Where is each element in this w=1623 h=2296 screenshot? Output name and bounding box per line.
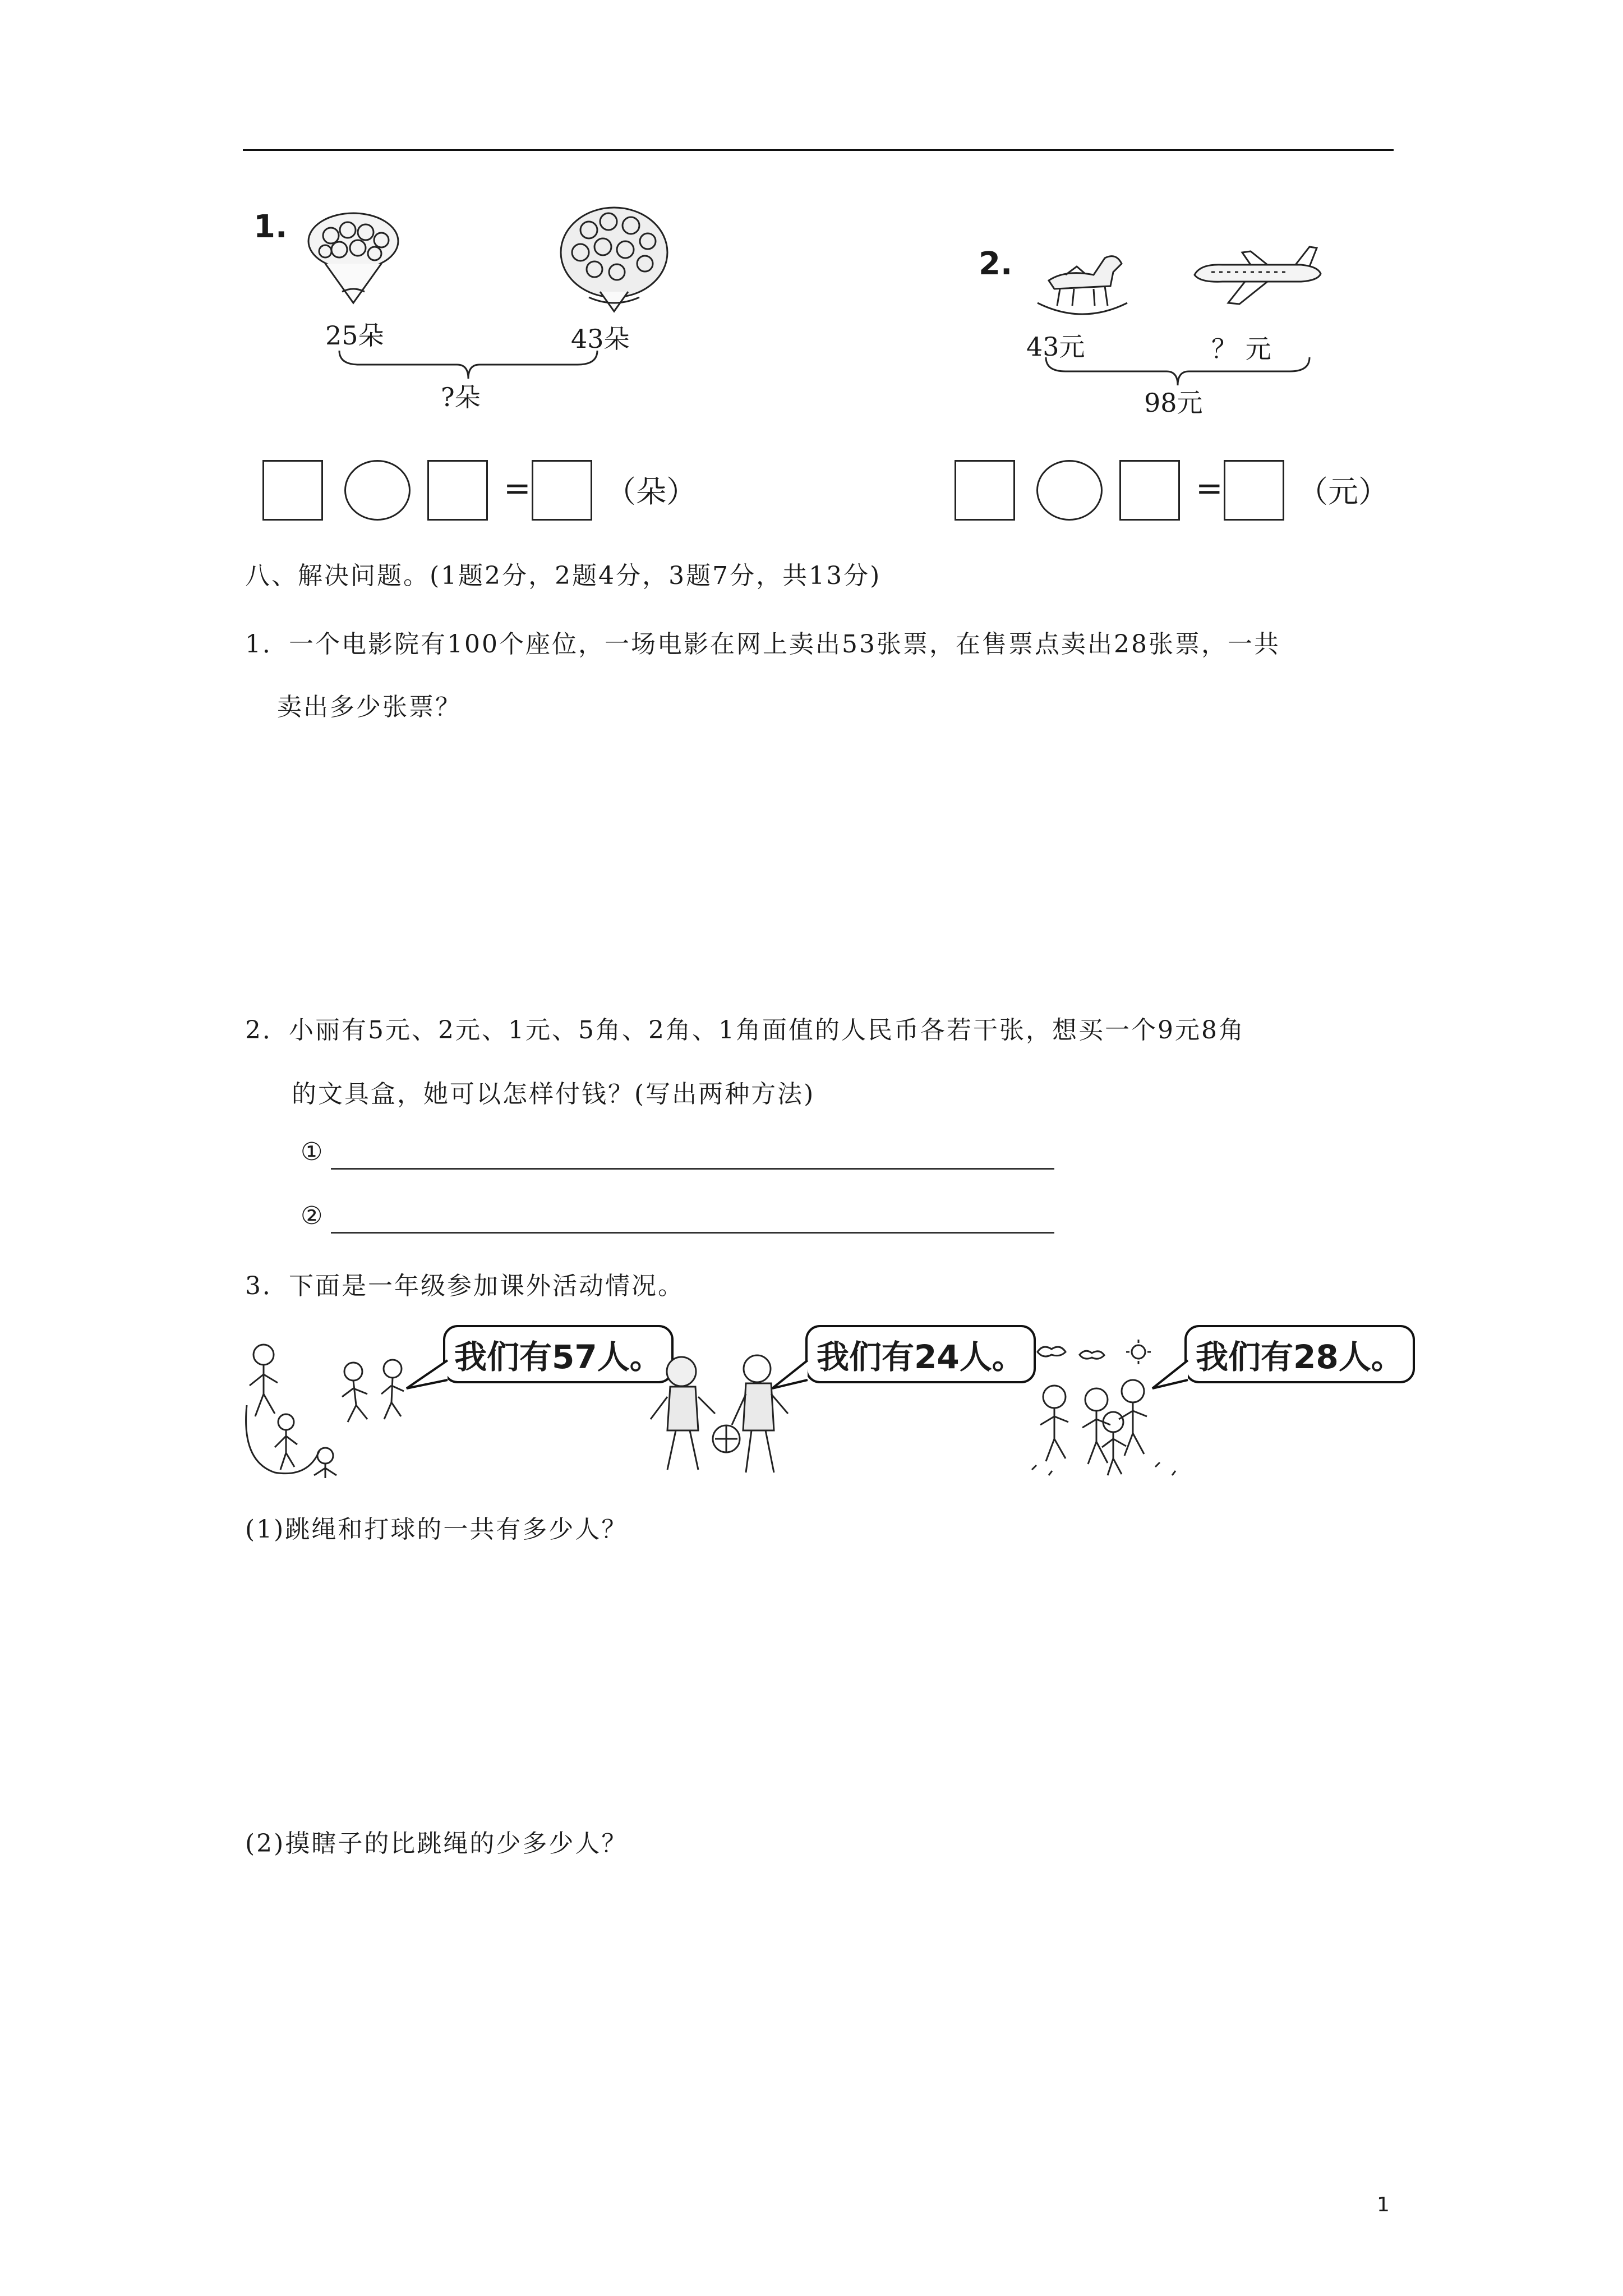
figure-q2-left-label: 43元	[1026, 332, 1085, 362]
bubble-jump-rope-text: 我们有57人。	[454, 1338, 662, 1376]
figure-q2-total-label: 98元	[1144, 388, 1203, 418]
bubble-blind-mans-buff-text: 我们有28人。	[1196, 1338, 1404, 1376]
answer2-line[interactable]	[331, 1232, 1054, 1234]
figure-q1-operator-circle[interactable]	[344, 460, 411, 521]
problem3-sub1: (1)跳绳和打球的一共有多少人？	[245, 1515, 628, 1544]
answer1-line[interactable]	[331, 1168, 1054, 1170]
figure-q1-equals: =	[504, 469, 531, 507]
jump-rope-children-illustration	[241, 1338, 409, 1484]
figure-q1-answer-box-1[interactable]	[262, 460, 323, 521]
answer1-marker: ①	[301, 1138, 325, 1166]
problem3-intro: 3．下面是一年级参加课外活动情况。	[245, 1272, 684, 1300]
problem1-line1: 1．一个电影院有100个座位，一场电影在网上卖出53张票，在售票点卖出28张票，一共	[245, 630, 1280, 659]
bubble-ball	[805, 1325, 1036, 1383]
section-heading: 八、解决问题。(1题2分，2题4分，3题7分，共13分)	[245, 562, 882, 590]
bubble-jump-rope	[443, 1325, 674, 1383]
figure-q2-result-box[interactable]	[1224, 460, 1284, 521]
page-number: 1	[1377, 2193, 1390, 2216]
rocking-horse-icon	[1032, 241, 1133, 325]
figure-q2-right-label: ？ 元	[1211, 334, 1271, 364]
figure-q1-number: 1.	[253, 209, 288, 245]
answer2-marker: ②	[301, 1202, 325, 1230]
figure-q1-total-label: ?朵	[441, 382, 481, 412]
blind-mans-buff-illustration	[1026, 1335, 1195, 1481]
bubble-jump-rope-tail	[404, 1358, 449, 1391]
figure-q1-right-label: 43朵	[571, 324, 630, 354]
problem2-line2: 的文具盒，她可以怎样付钱？(写出两种方法)	[292, 1080, 815, 1108]
problem3-sub2: (2)摸瞎子的比跳绳的少多少人？	[245, 1829, 628, 1858]
figure-q2-number: 2.	[979, 246, 1013, 282]
figure-q1-brace	[336, 348, 600, 381]
figure-q1-result-box[interactable]	[532, 460, 592, 521]
figure-q1-unit: （朵）	[606, 474, 697, 509]
figure-q2-operator-circle[interactable]	[1036, 460, 1103, 521]
figure-q1-answer-box-2[interactable]	[427, 460, 488, 521]
figure-q1-left-label: 25朵	[325, 320, 384, 351]
figure-q2-answer-box-1[interactable]	[955, 460, 1015, 521]
bubble-ball-text: 我们有24人。	[817, 1338, 1025, 1376]
figure-q2-unit: （元）	[1298, 474, 1389, 509]
large-bouquet-icon	[555, 202, 673, 314]
figure-q2-answer-box-2[interactable]	[1119, 460, 1180, 521]
figure-q2-equals: =	[1196, 469, 1223, 507]
bubble-blind-mans-buff-tail	[1150, 1358, 1189, 1391]
problem2-line1: 2．小丽有5元、2元、1元、5角、2角、1角面值的人民币各若干张，想买一个9元8角	[245, 1016, 1245, 1045]
small-bouquet-icon	[303, 208, 404, 309]
problem1-line2: 卖出多少张票？	[277, 693, 462, 721]
bubble-blind-mans-buff	[1184, 1325, 1415, 1383]
header-rule	[243, 149, 1394, 151]
bubble-ball-tail	[769, 1358, 809, 1391]
airplane-icon	[1189, 241, 1324, 314]
